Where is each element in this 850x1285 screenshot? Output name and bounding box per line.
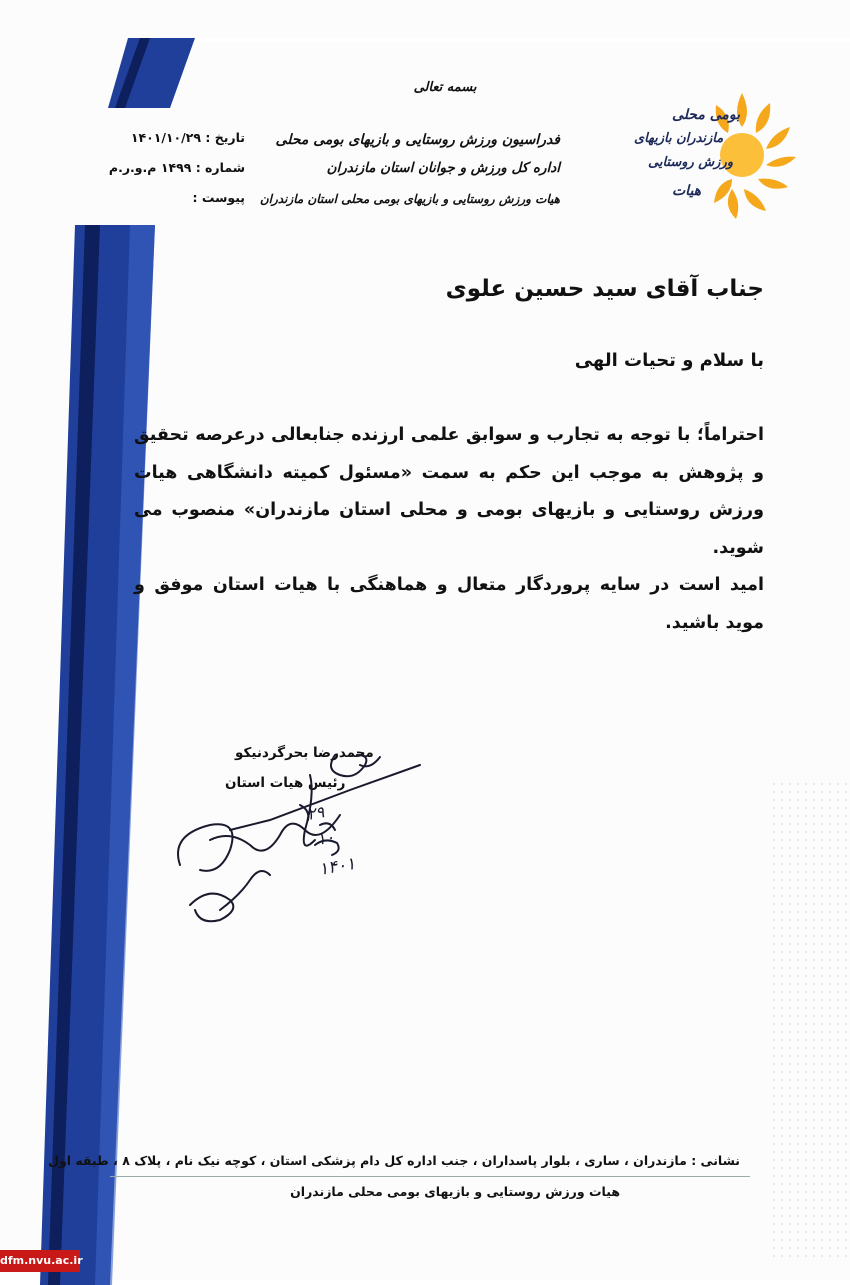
federation-logo (630, 85, 800, 230)
letter-number: شماره : ۱۴۹۹ م.و.ر.م (108, 160, 245, 175)
signatory-name: محمدرضا بحرگردنیکو (235, 745, 374, 761)
footer-address: نشانی : مازندران ، ساری ، بلوار پاسداران ، جنب اداره کل دام پزشکی استان ، کوچه نیک نام ، پلاک ۸ ، طبقه اول (48, 1153, 740, 1168)
footer-organization: هیات ورزش روستایی و بازیهای بومی محلی مازندران (290, 1184, 620, 1199)
body-paragraph: امید است در سایه پروردگار متعال و هماهنگی با هیات استان موفق و موید باشید. (134, 575, 764, 633)
handwritten-date-year: ۱۴۰۱ (317, 853, 357, 880)
letter-attachment: پیوست : (192, 190, 245, 205)
handwritten-date-month: ۱۰ (315, 827, 336, 849)
addressee: جناب آقای سید حسین علوی (445, 276, 764, 302)
signatory-title: رئیس هیات استان (225, 775, 346, 791)
site-watermark-link[interactable]: dfm.nvu.ac.ir (0, 1250, 80, 1272)
handwritten-date-day: ۲۹ (305, 802, 326, 824)
header-line-board: هیات ورزش روستایی و بازیهای بومی محلی استان مازندران (259, 192, 560, 206)
left-stripe-decoration (0, 225, 160, 1285)
greeting: با سلام و تحیات الهی (574, 350, 764, 371)
header-line-office: اداره کل ورزش و جوانان استان مازندران (326, 160, 560, 176)
body-paragraph: احتراماً؛ با توجه به تجارب و سوابق علمی ارزنده جنابعالی درعرصه تحقیق و پژوهش به موجب این حکم به سمت «مسئول کمیته دانشگاهی هیات ورزش روستایی و بازیهای بومی و محلی استان مازندران» منصوب می شوید. (134, 425, 764, 558)
footer-divider (110, 1176, 750, 1177)
logo-text-line: هیات (672, 183, 702, 199)
letter-date: تاریخ : ۱۴۰۱/۱۰/۲۹ (130, 130, 245, 145)
invocation: بسمه تعالی (413, 80, 477, 95)
logo-text-line: مازندران بازیهای (634, 131, 724, 146)
header-line-federation: فدراسیون ورزش روستایی و بازیهای بومی محلی (275, 132, 560, 148)
dot-pattern-decoration (770, 780, 850, 1260)
logo-text-line: بومی محلی (672, 107, 741, 123)
logo-text-line: ورزش روستایی (648, 155, 734, 170)
handwritten-signature (160, 735, 430, 935)
